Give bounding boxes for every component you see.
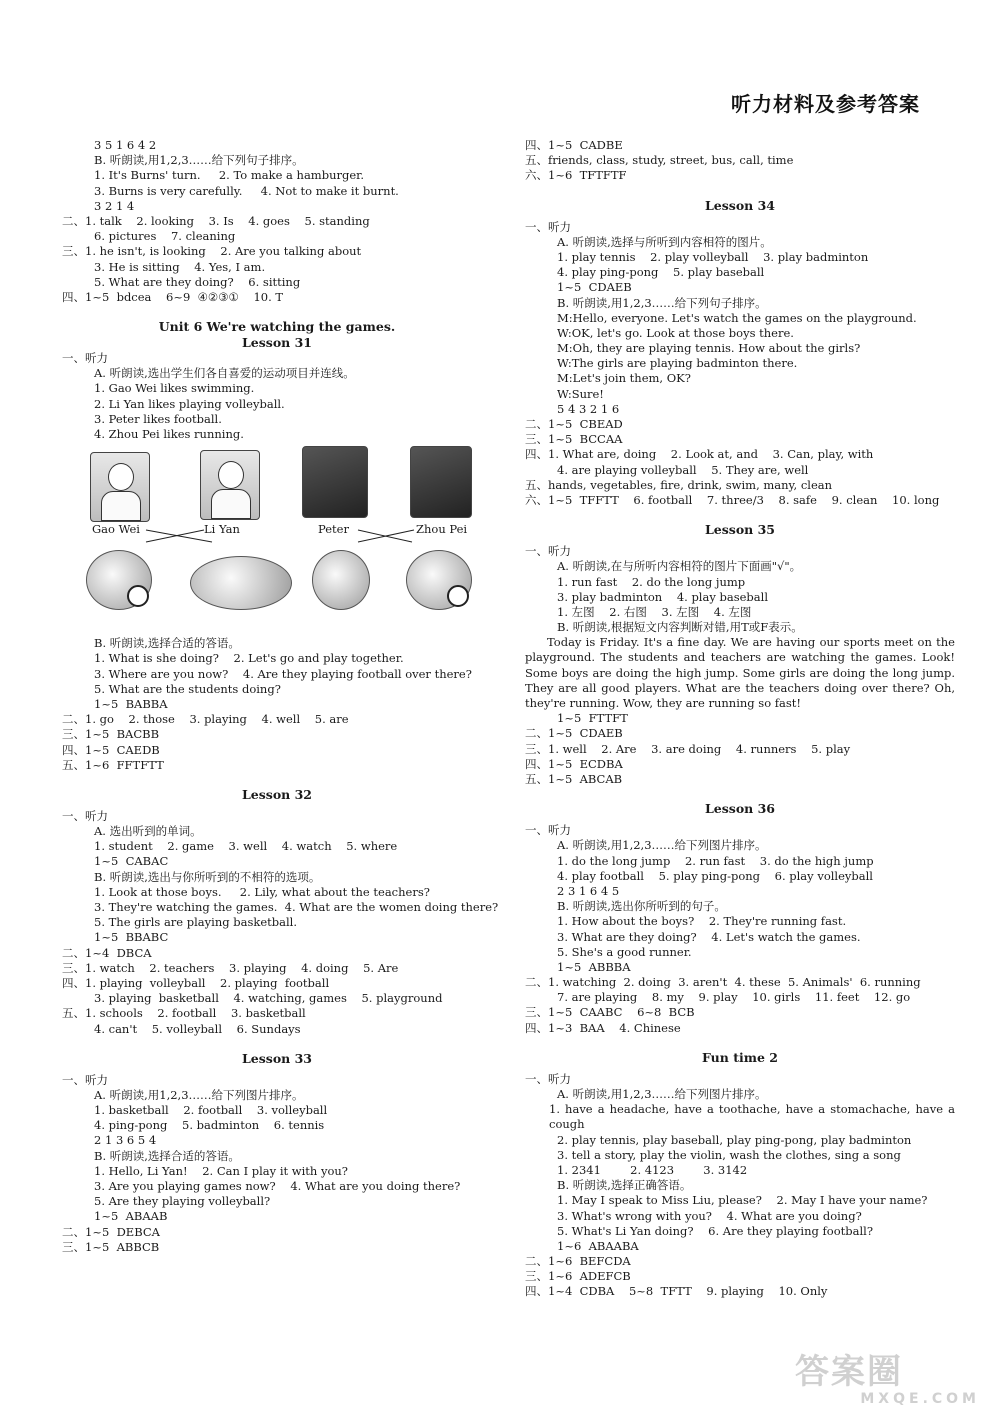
answer-line: 1. Look at those boys. 2. Lily, what about the teachers? bbox=[94, 884, 430, 899]
swimming-picture bbox=[190, 556, 292, 610]
instruction-line: B. 听朗读,选择合适的答语。 bbox=[94, 1148, 240, 1163]
section-heading: 一、听力 bbox=[62, 1072, 108, 1087]
answer-line: 三、1~5 ABBCB bbox=[62, 1239, 160, 1254]
name-label: Gao Wei bbox=[92, 522, 140, 537]
answer-line: 1. May I speak to Miss Liu, please? 2. May I have your name? bbox=[557, 1193, 928, 1208]
name-label: Zhou Pei bbox=[416, 522, 468, 537]
section-heading: 一、听力 bbox=[62, 808, 108, 823]
instruction-line: A. 听朗读,选出学生们各自喜爱的运动项目并连线。 bbox=[94, 366, 355, 381]
answer-line: 1~5 ABBBA bbox=[557, 959, 631, 974]
answer-line: 三、1. he isn't, is looking 2. Are you talking about bbox=[62, 244, 362, 259]
answer-line: 二、1. talk 2. looking 3. Is 4. goes 5. standing bbox=[62, 213, 370, 228]
listening-passage: Today is Friday. It's a fine day. We are having our sports meet on the playground. The students and teachers are watching the games. Look! Some boys are doing the high jump. Some girls are doing the long jump. They are all good players. What are the teachers doing over there? Oh, they're running. Wow, they are running so fast! bbox=[525, 635, 955, 711]
answer-line: 1~5 CDAEB bbox=[557, 280, 632, 295]
answer-line: 4. Zhou Pei likes running. bbox=[94, 427, 244, 441]
answer-line: 五、friends, class, study, street, bus, call, time bbox=[525, 153, 794, 168]
answer-line: 二、1~5 CBEAD bbox=[525, 417, 623, 431]
answer-line: 1. do the long jump 2. run fast 3. do the high jump bbox=[557, 853, 874, 868]
answer-line: 四、1~5 ECDBA bbox=[525, 756, 623, 771]
answer-line: 1. It's Burns' turn. 2. To make a hamburger. bbox=[94, 168, 365, 183]
football-picture bbox=[406, 550, 472, 610]
lesson-title: Lesson 36 bbox=[705, 801, 775, 817]
matching-figure bbox=[62, 446, 482, 632]
answer-line: 1. run fast 2. do the long jump bbox=[557, 574, 746, 589]
answer-line: 二、1~6 BEFCDA bbox=[525, 1254, 631, 1269]
answer-line: 三、1~5 BACBB bbox=[62, 727, 160, 742]
name-label: Peter bbox=[318, 522, 349, 537]
instruction-line: A. 选出听到的单词。 bbox=[94, 824, 202, 839]
answer-line: 2. Li Yan likes playing volleyball. bbox=[94, 396, 285, 411]
dialogue-line: M:Let's join them, OK? bbox=[557, 371, 691, 386]
lesson-title: Lesson 35 bbox=[705, 522, 775, 538]
left-column bbox=[62, 138, 499, 1255]
answer-line: 1. What is she doing? 2. Let's go and play together. bbox=[94, 651, 404, 666]
instruction-line: A. 听朗读,用1,2,3……给下列图片排序。 bbox=[557, 1087, 767, 1102]
answer-line: 四、1. playing volleyball 2. playing football bbox=[62, 975, 330, 990]
answer-line: 3. What's wrong with you? 4. What are you doing? bbox=[557, 1208, 862, 1223]
dialogue-line: M:Oh, they are playing tennis. How about the girls? bbox=[557, 341, 861, 356]
instruction-line: A. 听朗读,选择与所听到内容相符的图片。 bbox=[557, 234, 772, 249]
answer-line: 5. What are the students doing? bbox=[94, 681, 281, 696]
section-heading: 一、听力 bbox=[525, 219, 571, 234]
volleyball-picture bbox=[86, 550, 152, 610]
answer-line: 3. Where are you now? 4. Are they playing football over there? bbox=[94, 666, 472, 681]
dialogue-line: W:The girls are playing badminton there. bbox=[557, 356, 798, 371]
instruction-line: B. 听朗读,选择正确答语。 bbox=[557, 1178, 692, 1193]
watermark bbox=[795, 1353, 980, 1409]
answer-line: 3. Burns is very carefully. 4. Not to make it burnt. bbox=[94, 183, 399, 198]
instruction-line: B. 听朗读,用1,2,3……给下列句子排序。 bbox=[94, 153, 304, 168]
instruction-line: B. 听朗读,选择合适的答语。 bbox=[94, 636, 240, 651]
section-heading: 一、听力 bbox=[525, 823, 571, 838]
answer-line: 4. play football 5. play ping-pong 6. play volleyball bbox=[557, 868, 873, 883]
answer-line: 1. 2341 2. 4123 3. 3142 bbox=[557, 1162, 748, 1177]
answer-line: 三、1~6 ADEFCB bbox=[525, 1269, 631, 1284]
answer-line: 四、1~4 CDBA 5~8 TFTT 9. playing 10. Only bbox=[525, 1284, 828, 1299]
page-title: 听力材料及参考答案 bbox=[731, 92, 920, 116]
answer-line: 5. What are they doing? 6. sitting bbox=[94, 274, 301, 289]
answer-line: 2 3 1 6 4 5 bbox=[557, 883, 620, 898]
answer-line: 四、1. What are, doing 2. Look at, and 3. Can, play, with bbox=[525, 447, 874, 462]
answer-line: 4. can't 5. volleyball 6. Sundays bbox=[94, 1021, 301, 1036]
lesson-title: Fun time 2 bbox=[702, 1049, 778, 1065]
answer-line: 3. What are they doing? 4. Let's watch the games. bbox=[557, 929, 861, 944]
answer-line: 1. student 2. game 3. well 4. watch 5. where bbox=[94, 839, 398, 854]
answer-line: 7. are playing 8. my 9. play 10. girls 11. feet 12. go bbox=[557, 990, 911, 1005]
answer-line: 五、hands, vegetables, fire, drink, swim, many, clean bbox=[525, 477, 833, 492]
answer-line: 3. He is sitting 4. Yes, I am. bbox=[94, 259, 266, 274]
answer-line: 1~5 BBABC bbox=[94, 930, 169, 945]
answer-line: 四、1~3 BAA 4. Chinese bbox=[525, 1020, 681, 1035]
answer-line: 3. They're watching the games. 4. What are the women doing there? bbox=[94, 900, 499, 914]
answer-line: 1~5 FTTFT bbox=[557, 711, 628, 726]
answer-line: 六、1~5 TFFTT 6. football 7. three/3 8. safe 9. clean 10. long bbox=[525, 492, 940, 507]
unit-title: Unit 6 We're watching the games. bbox=[158, 319, 396, 335]
answer-line: 3. play badminton 4. play baseball bbox=[557, 589, 768, 604]
answer-line: 4. ping-pong 5. badminton 6. tennis bbox=[94, 1118, 325, 1133]
lesson-title: Lesson 33 bbox=[242, 1050, 312, 1066]
answer-line: 1. basketball 2. football 3. volleyball bbox=[94, 1103, 328, 1118]
lesson-title: Lesson 31 bbox=[242, 335, 312, 351]
instruction-line: A. 听朗读,用1,2,3……给下列图片排序。 bbox=[94, 1087, 304, 1102]
answer-line: 3. playing basketball 4. watching, games 5. playground bbox=[94, 991, 443, 1006]
answer-line: 二、1~5 CDAEB bbox=[525, 726, 623, 741]
instruction-line: B. 听朗读,选出你所听到的句子。 bbox=[557, 899, 726, 914]
answer-line: 3. Are you playing games now? 4. What are you doing there? bbox=[94, 1179, 461, 1193]
answer-line: 1~5 CABAC bbox=[94, 854, 169, 869]
answer-line: 1. How about the boys? 2. They're running fast. bbox=[557, 914, 847, 929]
section-heading: 一、听力 bbox=[62, 351, 108, 366]
answer-line: 1. Hello, Li Yan! 2. Can I play it with you? bbox=[94, 1163, 348, 1178]
answer-line: 五、1. schools 2. football 3. basketball bbox=[62, 1006, 306, 1021]
answer-line: 1. Gao Wei likes swimming. bbox=[94, 381, 255, 396]
answer-line: 五、1~6 FFTFTT bbox=[62, 757, 164, 772]
watermark-url: MXQE.COM bbox=[860, 1391, 980, 1407]
answer-line: 四、1~5 CAEDB bbox=[62, 742, 160, 757]
name-label: Li Yan bbox=[204, 522, 240, 537]
instruction-line: B. 听朗读,选出与你所听到的不相符的选项。 bbox=[94, 869, 321, 884]
answer-line: 1. play tennis 2. play volleyball 3. play badminton bbox=[557, 249, 869, 264]
answer-line: 四、1~5 bdcea 6~9 ④②③① 10. T bbox=[62, 289, 284, 304]
answer-line: 3. tell a story, play the violin, wash the clothes, sing a song bbox=[557, 1147, 901, 1162]
watermark-logo: 答案圈 bbox=[795, 1352, 903, 1392]
section-heading: 一、听力 bbox=[525, 544, 571, 559]
answer-line: 5. Are they playing volleyball? bbox=[94, 1194, 271, 1209]
answer-line: 三、1~5 BCCAA bbox=[525, 432, 623, 447]
answer-line: 1~6 ABAABA bbox=[557, 1238, 639, 1253]
answer-line: 三、1~5 CAABC 6~8 BCB bbox=[525, 1005, 695, 1020]
answer-line: 六、1~6 TFTFTF bbox=[525, 168, 627, 183]
answer-line: 五、1~5 ABCAB bbox=[525, 772, 623, 787]
answer-line: 5 4 3 2 1 6 bbox=[557, 401, 620, 416]
answer-line: 二、1~4 DBCA bbox=[62, 945, 152, 960]
dialogue-line: W:OK, let's go. Look at those boys there. bbox=[557, 325, 794, 340]
instruction-line: A. 听朗读,在与所听内容相符的图片下面画"√"。 bbox=[557, 559, 802, 574]
answer-line: 3. Peter likes football. bbox=[94, 411, 222, 426]
lesson-title: Lesson 32 bbox=[242, 786, 312, 802]
dialogue-line: M:Hello, everyone. Let's watch the games on the playground. bbox=[557, 310, 917, 325]
instruction-line: B. 听朗读,用1,2,3……给下列句子排序。 bbox=[557, 295, 767, 310]
answer-line: 1~5 ABAAB bbox=[94, 1209, 168, 1224]
running-picture bbox=[312, 550, 370, 610]
answer-line: 3 2 1 4 bbox=[94, 198, 135, 213]
answer-line: 三、1. watch 2. teachers 3. playing 4. doing 5. Are bbox=[62, 960, 399, 975]
answer-line: 5. What's Li Yan doing? 6. Are they playing football? bbox=[557, 1223, 873, 1238]
answer-line: 二、1. watching 2. doing 3. aren't 4. these 5. Animals' 6. running bbox=[525, 975, 921, 990]
answer-paragraph: 1. have a headache, have a toothache, have a stomachache, have a cough bbox=[549, 1102, 955, 1132]
answer-line: 3 5 1 6 4 2 bbox=[94, 138, 157, 152]
dialogue-line: W:Sure! bbox=[557, 386, 604, 401]
answer-line: 三、1. well 2. Are 3. are doing 4. runners 5. play bbox=[525, 741, 851, 756]
instruction-line: A. 听朗读,用1,2,3……给下列图片排序。 bbox=[557, 838, 767, 853]
lesson-title: Lesson 34 bbox=[705, 197, 775, 213]
answer-line: 2 1 3 6 5 4 bbox=[94, 1133, 157, 1148]
section-heading: 一、听力 bbox=[525, 1071, 571, 1086]
answer-line: 2. play tennis, play baseball, play ping-pong, play badminton bbox=[557, 1132, 912, 1147]
answer-line: 6. pictures 7. cleaning bbox=[94, 229, 236, 244]
instruction-line: B. 听朗读,根据短文内容判断对错,用T或F表示。 bbox=[557, 620, 803, 635]
answer-line: 4. are playing volleyball 5. They are, well bbox=[557, 462, 809, 477]
answer-line: 4. play ping-pong 5. play baseball bbox=[557, 265, 765, 280]
right-column bbox=[525, 138, 955, 1300]
answer-line: 5. She's a good runner. bbox=[557, 944, 692, 959]
answer-line: 四、1~5 CADBE bbox=[525, 138, 623, 152]
answer-line: 1~5 BABBA bbox=[94, 696, 168, 711]
answer-line: 5. The girls are playing basketball. bbox=[94, 915, 297, 930]
answer-line: 二、1~5 DEBCA bbox=[62, 1224, 160, 1239]
answer-line: 1. 左图 2. 右图 3. 左图 4. 左图 bbox=[557, 604, 752, 619]
answer-line: 二、1. go 2. those 3. playing 4. well 5. are bbox=[62, 712, 349, 727]
